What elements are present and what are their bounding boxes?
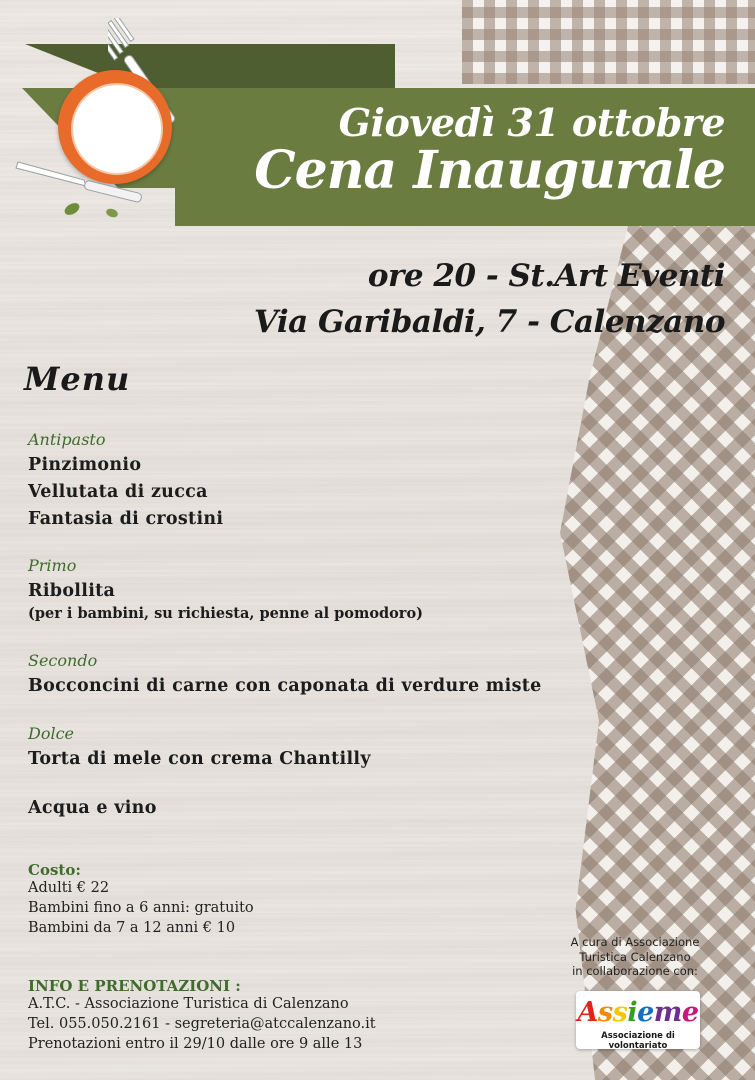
- assieme-logo-word: [576, 997, 700, 1028]
- course-label-antipasto: Antipasto: [28, 430, 106, 449]
- assieme-logo-subtitle: Associazione di volontariato: [601, 1031, 675, 1051]
- info-line: Prenotazioni entro il 29/10 dalle ore 9 alle 13: [28, 1036, 363, 1052]
- credit-line: Turistica Calenzano: [579, 949, 691, 964]
- cost-line: Bambini da 7 a 12 anni € 10: [28, 920, 236, 936]
- course-label-dolce: Dolce: [28, 724, 75, 743]
- dish-item: Fantasia di crostini: [28, 509, 224, 529]
- dish-item: Vellutata di zucca: [28, 482, 208, 502]
- credit-line: in collaborazione con:: [572, 964, 698, 978]
- drinks-item: Acqua e vino: [28, 798, 157, 818]
- event-title: Cena Inaugurale: [254, 140, 725, 201]
- course-label-secondo: Secondo: [28, 651, 98, 670]
- logo-letter: e: [681, 997, 699, 1028]
- cost-label: Costo:: [28, 861, 81, 879]
- dish-item: Bocconcini di carne con caponata di verdure miste: [28, 676, 542, 696]
- cost-line: Bambini fino a 6 anni: gratuito: [28, 900, 254, 916]
- menu-title: Menu: [24, 360, 131, 398]
- leaf-icon: [60, 195, 140, 225]
- dish-item: Pinzimonio: [28, 455, 142, 475]
- dish-note: (per i bambini, su richiesta, penne al pomodoro): [28, 605, 423, 622]
- info-line: A.T.C. - Associazione Turistica di Calenzano: [28, 996, 349, 1012]
- time-and-venue: ore 20 - St.Art Eventi: [367, 258, 725, 294]
- credit-line: A cura di Associazione: [570, 935, 700, 949]
- course-label-primo: Primo: [28, 556, 77, 575]
- logo-letter: i: [627, 997, 638, 1028]
- logo-letter: e: [637, 997, 654, 1028]
- logo-letter: s: [597, 997, 613, 1028]
- info-label: INFO E PRENOTAZIONI :: [28, 977, 241, 995]
- cost-line: Adulti € 22: [28, 880, 110, 896]
- dish-item: Torta di mele con crema Chantilly: [28, 749, 371, 769]
- logo-letter: m: [653, 997, 682, 1028]
- logo-letter: A: [577, 997, 598, 1028]
- event-date: Giovedì 31 ottobre: [338, 100, 725, 145]
- checkered-cloth-top: [462, 0, 755, 84]
- dish-item: Ribollita: [28, 581, 116, 601]
- credit-text: [565, 935, 705, 979]
- logo-letter: s: [612, 997, 628, 1028]
- venue-address: Via Garibaldi, 7 - Calenzano: [253, 304, 725, 340]
- assieme-logo: [576, 991, 700, 1049]
- info-line-contact: Tel. 055.050.2161 - segreteria@atccalenzano.it: [28, 1016, 376, 1032]
